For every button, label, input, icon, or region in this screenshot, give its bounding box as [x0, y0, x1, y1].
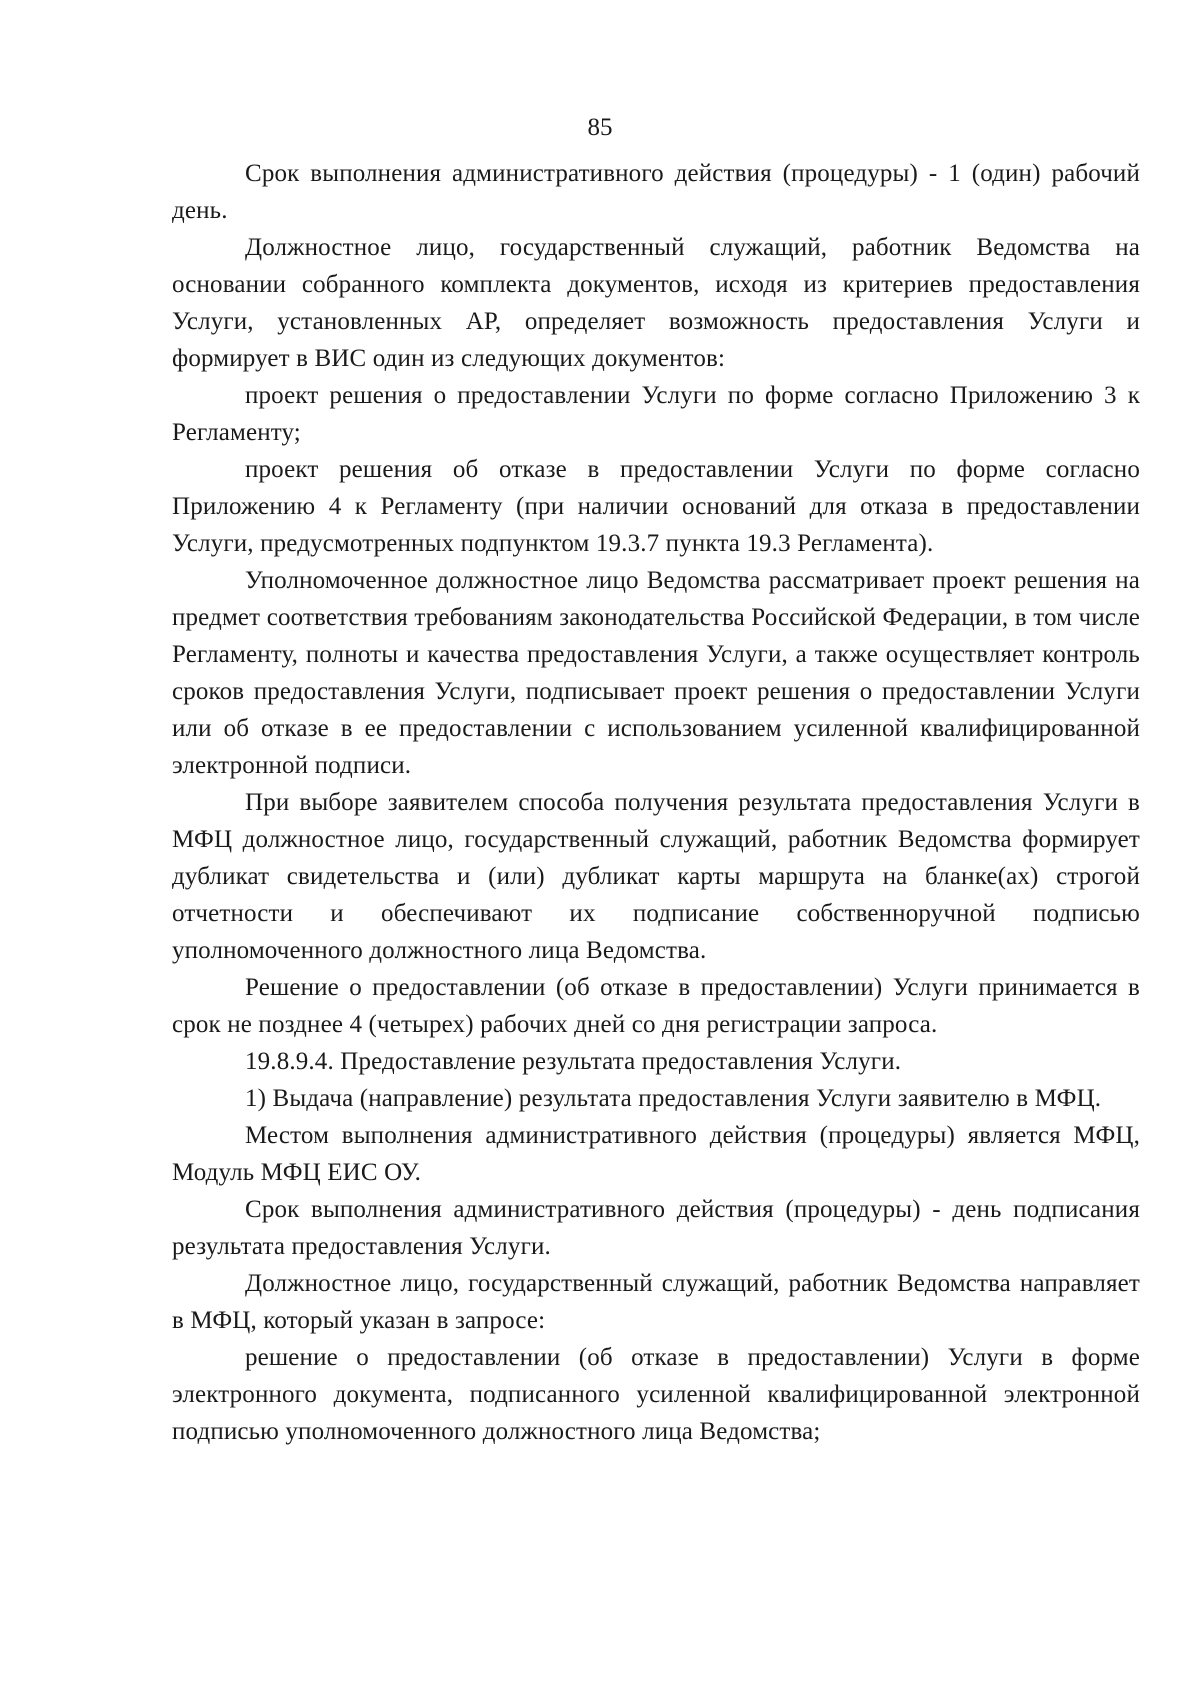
paragraph: Решение о предоставлении (об отказе в предоставлении) Услуги принимается в срок не позднее 4 (четырех) рабочих дней со дня регистрации запроса. — [172, 974, 1140, 1038]
section-heading: 19.8.9.4. Предоставление результата предоставления Услуги. — [245, 1048, 902, 1075]
page-number: 85 — [587, 114, 613, 141]
paragraph: Срок выполнения административного действия (процедуры) - день подписания результата предоставления Услуги. — [172, 1196, 1140, 1260]
paragraph: Уполномоченное должностное лицо Ведомства рассматривает проект решения на предмет соответствия требованиям законодательства Российской Федерации, в том числе Регламенту, полноты и качества предоставления Услуги, а также осуществляет контроль сроков предоставления Услуги, подписывает проект решения о предоставлении Услуги или об отказе в ее предоставлении с использованием усиленной квалифицированной электронной подписи. — [172, 567, 1140, 779]
paragraph: проект решения об отказе в предоставлении Услуги по форме согласно Приложению 4 к Регламенту (при наличии оснований для отказа в предоставлении Услуги, предусмотренных подпунктом 19.3.7 пункта 19.3 Регламента). — [172, 456, 1140, 557]
paragraph: 1) Выдача (направление) результата предоставления Услуги заявителю в МФЦ. — [245, 1085, 1102, 1112]
paragraph: проект решения о предоставлении Услуги по форме согласно Приложению 3 к Регламенту; — [172, 382, 1140, 446]
document-body — [172, 155, 1140, 1450]
paragraph: При выборе заявителем способа получения результата предоставления Услуги в МФЦ должностное лицо, государственный служащий, работник Ведомства формирует дубликат свидетельства и (или) дубликат карты маршрута на бланке(ах) строгой отчетности и обеспечивают их подписание собственноручной подписью уполномоченного должностного лица Ведомства. — [172, 789, 1140, 964]
paragraph: Должностное лицо, государственный служащий, работник Ведомства направляет в МФЦ, который указан в запросе: — [172, 1270, 1140, 1334]
paragraph: Срок выполнения административного действия (процедуры) - 1 (один) рабочий день. — [172, 160, 1140, 224]
paragraph: Должностное лицо, государственный служащий, работник Ведомства на основании собранного комплекта документов, исходя из критериев предоставления Услуги, установленных АР, определяет возможность предоставления Услуги и формирует в ВИС один из следующих документов: — [172, 234, 1140, 372]
paragraph: решение о предоставлении (об отказе в предоставлении) Услуги в форме электронного документа, подписанного усиленной квалифицированной электронной подписью уполномоченного должностного лица Ведомства; — [172, 1344, 1140, 1445]
paragraph: Местом выполнения административного действия (процедуры) является МФЦ, Модуль МФЦ ЕИС ОУ. — [172, 1122, 1140, 1186]
